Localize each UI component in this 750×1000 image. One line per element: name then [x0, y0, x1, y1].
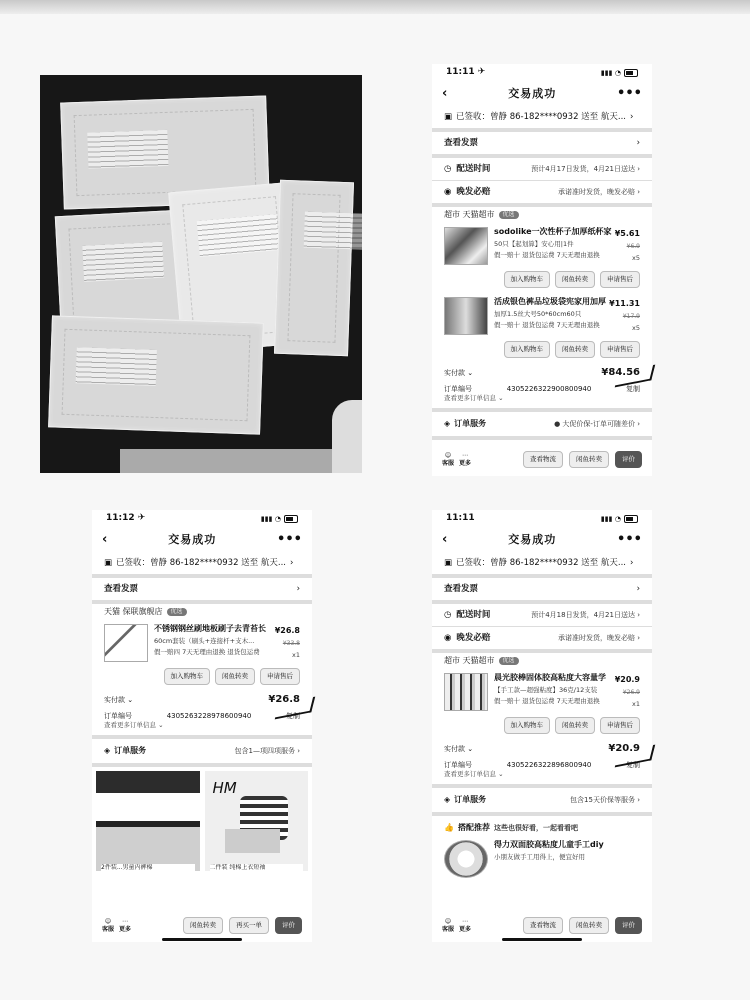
back-icon[interactable]: ‹ — [102, 531, 108, 547]
more-order-info[interactable]: 查看更多订单信息 ⌄ — [432, 393, 652, 412]
after-sale-button[interactable]: 申请售后 — [600, 271, 640, 288]
shield-icon: ◉ — [444, 186, 452, 197]
invoice-row[interactable] — [92, 578, 312, 604]
status-bar — [92, 510, 312, 528]
customer-service-icon[interactable]: ☺ 客服 — [102, 917, 115, 933]
calendar-icon: ▣ — [104, 557, 113, 568]
recommendation-caption: 二件装 纯棉上衣短袖 — [210, 864, 304, 872]
order-screenshot-3 — [432, 510, 652, 942]
recommendation-image[interactable] — [96, 771, 200, 871]
navigation-bar — [432, 528, 652, 552]
receipt-text: 已签收：曾静 86-182****0932 送至 航天... — [456, 557, 626, 568]
order-service-row[interactable] — [432, 788, 652, 816]
product-service: 假一赔十 退货包运费 7天无理由退换 — [494, 321, 600, 330]
order-number: 4305226322896800940 — [506, 760, 592, 769]
invoice-label: 查看发票 — [444, 137, 479, 148]
recommended-subtitle: 小朋友做手工用得上，便宜好用 — [494, 853, 585, 862]
order-service-row[interactable] — [432, 412, 652, 440]
product-item[interactable] — [92, 620, 312, 666]
order-service-detail: 包含1—项四项服务 — [234, 747, 295, 755]
product-item[interactable] — [432, 223, 652, 269]
page-title: 交易成功 — [508, 533, 557, 547]
order-number-label: 订单编号 — [444, 384, 472, 393]
order-service-label: 订单服务 — [454, 419, 487, 429]
add-cart-button[interactable]: 加入购物车 — [164, 668, 211, 685]
product-item[interactable] — [432, 669, 652, 715]
invoice-label: 查看发票 — [104, 583, 139, 594]
product-price: ¥26.8 — [274, 626, 300, 635]
invoice-label: 查看发票 — [444, 583, 479, 594]
product-price-block — [615, 675, 640, 708]
more-options-icon[interactable]: ⋯ 更多 — [459, 451, 472, 467]
product-actions — [432, 269, 652, 293]
delivery-detail: 预计4月18日发货，4月21日送达 — [531, 610, 635, 619]
more-icon[interactable]: ••• — [617, 85, 642, 101]
delivery-label: 配送时间 — [456, 609, 491, 620]
after-sale-button[interactable]: 申请售后 — [600, 341, 640, 358]
product-image — [444, 673, 488, 711]
clock-icon: ◷ — [444, 163, 452, 174]
product-quantity: x1 — [632, 699, 640, 708]
store-badge: 优选 — [499, 657, 519, 665]
paid-value: ¥26.8 — [268, 694, 300, 705]
more-options-icon[interactable]: ⋯ 更多 — [459, 917, 472, 933]
status-icons: ▮▮▮ ◔ — [601, 515, 638, 524]
after-sale-button[interactable]: 申请售后 — [260, 668, 300, 685]
buy-again-button[interactable]: 再买一单 — [229, 917, 269, 934]
resell-button[interactable]: 闲鱼转卖 — [569, 917, 609, 934]
receipt-text: 已签收：曾静 86-182****0932 送至 航天... — [116, 557, 286, 568]
chevron-right-icon: › — [296, 583, 300, 594]
chevron-right-icon: › — [629, 557, 634, 568]
order-number: 4305263228978600940 — [166, 711, 252, 720]
resell-button[interactable]: 闲鱼转卖 — [183, 917, 223, 934]
product-item[interactable] — [432, 293, 652, 339]
status-time: 11:11 — [446, 513, 475, 524]
status-icons: ▮▮▮ ◔ — [601, 69, 638, 78]
product-original-price: ¥33.8 — [282, 640, 300, 647]
order-number: 4305226322900800940 — [506, 384, 592, 393]
product-title: 不锈钢钢丝刷地板刷子去青苔长 — [154, 624, 266, 633]
delivery-detail: 预计4月17日发货，4月21日送达 — [531, 164, 635, 173]
product-image — [444, 297, 488, 335]
product-spec: 加厚1.5丝大号50*60cm60只 — [494, 310, 582, 318]
order-number-label: 订单编号 — [444, 760, 472, 769]
shield-check-icon: ◈ — [104, 746, 111, 756]
product-price: ¥20.9 — [614, 675, 640, 684]
product-actions — [432, 715, 652, 739]
customer-service-icon[interactable]: ☺ 客服 — [442, 451, 455, 467]
product-quantity: x1 — [292, 650, 300, 659]
customer-service-icon[interactable]: ☺ 客服 — [442, 917, 455, 933]
paid-value: ¥20.9 — [608, 743, 640, 754]
chevron-right-icon: › — [636, 137, 640, 148]
recommendation-gallery — [92, 767, 312, 871]
order-screenshot-1 — [432, 64, 652, 476]
product-original-price: ¥26.9 — [622, 689, 640, 696]
delivery-label: 配送时间 — [456, 163, 491, 174]
back-icon[interactable]: ‹ — [442, 85, 448, 101]
store-header[interactable] — [432, 207, 652, 223]
chevron-right-icon: › — [629, 111, 634, 122]
late-guarantee-detail: 承诺准时发货，晚发必赔 — [557, 633, 635, 642]
late-guarantee-row[interactable] — [432, 181, 652, 207]
product-title: 晨光胶棒固体胶高粘度大容量学 — [494, 673, 606, 682]
chevron-right-icon: › — [637, 164, 640, 173]
status-time: 11:12 ✈ — [106, 513, 146, 524]
product-image — [104, 624, 148, 662]
paid-label: 实付款 ⌄ — [104, 695, 134, 704]
status-bar — [432, 510, 652, 528]
bottom-action-bar — [92, 917, 312, 934]
store-name: 超市 天猫超市 — [444, 656, 495, 665]
after-sale-button[interactable]: 申请售后 — [600, 717, 640, 734]
product-actions — [92, 666, 312, 690]
receipt-status[interactable] — [432, 552, 652, 578]
order-service-detail: ● 大促价保-订单可随差价 — [554, 420, 635, 428]
add-cart-button[interactable]: 加入购物车 — [504, 341, 551, 358]
copy-button[interactable]: 复制 — [286, 711, 300, 720]
product-service: 假一赔十 退货包运费 7天无理由退换 — [494, 697, 600, 706]
more-order-info[interactable]: 查看更多订单信息 ⌄ — [92, 720, 312, 739]
recommend-label: 搭配推荐 — [457, 823, 490, 833]
delivery-row[interactable] — [432, 158, 652, 181]
product-price-block — [609, 299, 640, 332]
invoice-row[interactable] — [432, 578, 652, 604]
review-button[interactable]: 评价 — [615, 917, 642, 934]
late-guarantee-row[interactable] — [432, 627, 652, 653]
product-service: 假一赔十 退货包运费 7天无理由退换 — [494, 251, 600, 260]
product-price-block — [615, 229, 640, 262]
more-order-info[interactable]: 查看更多订单信息 ⌄ — [432, 769, 652, 788]
view-logistics-button[interactable]: 查看物流 — [523, 917, 563, 934]
resell-button[interactable]: 闲鱼转卖 — [555, 717, 595, 734]
product-title: sodolike一次性杯子加厚纸杯家 — [494, 227, 612, 236]
battery-icon — [624, 69, 638, 77]
home-indicator — [502, 938, 582, 941]
thumb-up-icon: 👍 — [444, 823, 454, 833]
resell-button[interactable]: 闲鱼转卖 — [555, 341, 595, 358]
resell-button[interactable]: 闲鱼转卖 — [569, 451, 609, 468]
battery-icon — [284, 515, 298, 523]
recommendation-caption: 2件装...男童内裤棉 — [101, 864, 195, 872]
chevron-right-icon: › — [637, 420, 640, 428]
late-guarantee-label: 晚发必赔 — [456, 186, 491, 197]
recommend-header — [432, 816, 652, 840]
product-spec: 60cm套装（刷头+连接杆+支木... — [154, 637, 255, 645]
chevron-right-icon: › — [297, 747, 300, 755]
battery-icon — [624, 515, 638, 523]
calendar-icon: ▣ — [444, 111, 453, 122]
order-service-detail: 包含15天价保等服务 — [570, 796, 635, 804]
product-service: 假一赔四 7天无理由退换 退货包运费 — [154, 648, 260, 657]
product-quantity: x5 — [632, 323, 640, 332]
copy-button[interactable]: 复制 — [626, 760, 640, 769]
store-badge: 优选 — [167, 608, 187, 616]
product-spec: 50只【起划算】安心用|1件 — [494, 240, 574, 248]
product-title: 活成银色裤品垃圾袋宪家用加厚 — [494, 297, 606, 306]
clock-icon: ◷ — [444, 609, 452, 620]
more-options-icon[interactable]: ⋯ 更多 — [119, 917, 132, 933]
receipt-text: 已签收：曾静 86-182****0932 送至 航天... — [456, 111, 626, 122]
order-service-label: 订单服务 — [114, 746, 147, 756]
recommended-title: 得力双面胶高粘度儿童手工diy — [494, 840, 604, 850]
back-icon[interactable]: ‹ — [442, 531, 448, 547]
order-screenshot-2 — [92, 510, 312, 942]
page-title: 交易成功 — [508, 87, 557, 101]
store-name: 天猫 保联旗舰店 — [104, 607, 163, 616]
bottom-action-bar — [432, 451, 652, 468]
calendar-icon: ▣ — [444, 557, 453, 568]
order-service-label: 订单服务 — [454, 795, 487, 805]
product-original-price: ¥6.9 — [626, 243, 640, 250]
scan-edge — [0, 0, 750, 14]
recommended-product[interactable] — [432, 840, 652, 882]
recommend-detail: 这些也很好看，一起看看吧 — [493, 824, 578, 832]
chevron-right-icon: › — [636, 583, 640, 594]
review-button[interactable]: 评价 — [275, 917, 302, 934]
add-cart-button[interactable]: 加入购物车 — [504, 271, 551, 288]
page-title: 交易成功 — [168, 533, 217, 547]
shield-check-icon: ◈ — [444, 419, 451, 429]
resell-button[interactable]: 闲鱼转卖 — [555, 271, 595, 288]
late-guarantee-detail: 承诺准时发货，晚发必赔 — [557, 187, 635, 196]
chevron-right-icon: › — [637, 633, 640, 642]
paid-label: 实付款 ⌄ — [444, 368, 474, 377]
product-quantity: x5 — [632, 253, 640, 262]
store-header[interactable] — [432, 653, 652, 669]
chevron-right-icon: › — [289, 557, 294, 568]
product-original-price: ¥17.9 — [622, 313, 640, 320]
store-name: 超市 天猫超市 — [444, 210, 495, 219]
late-guarantee-label: 晚发必赔 — [456, 632, 491, 643]
delivery-row[interactable] — [432, 604, 652, 627]
chevron-right-icon: › — [637, 610, 640, 619]
more-icon[interactable]: ••• — [617, 531, 642, 547]
more-icon[interactable]: ••• — [277, 531, 302, 547]
paid-label: 实付款 ⌄ — [444, 744, 474, 753]
product-actions — [432, 339, 652, 363]
home-indicator — [162, 938, 242, 941]
shield-icon: ◉ — [444, 632, 452, 643]
order-service-row[interactable] — [92, 739, 312, 767]
status-bar — [432, 64, 652, 82]
store-badge: 优选 — [499, 211, 519, 219]
chevron-right-icon: › — [637, 187, 640, 196]
navigation-bar — [92, 528, 312, 552]
brand-logo: HM — [212, 779, 237, 798]
product-spec: 【手工款—超强粘度】36克/12支装 — [494, 686, 598, 694]
copy-button[interactable]: 复制 — [626, 384, 640, 393]
receipt-status[interactable] — [92, 552, 312, 578]
status-time: 11:11 ✈ — [446, 67, 486, 78]
bottom-action-bar — [432, 917, 652, 934]
product-image — [444, 227, 488, 265]
recommendation-image[interactable] — [205, 771, 309, 871]
status-icons: ▮▮▮ ◔ — [261, 515, 298, 524]
paid-value: ¥84.56 — [601, 367, 640, 378]
review-button[interactable]: 评价 — [615, 451, 642, 468]
product-price-block — [275, 626, 300, 659]
navigation-bar — [432, 82, 652, 106]
chevron-right-icon: › — [637, 796, 640, 804]
view-logistics-button[interactable]: 查看物流 — [523, 451, 563, 468]
receipt-status[interactable] — [432, 106, 652, 132]
product-price: ¥5.61 — [614, 229, 640, 238]
resell-button[interactable]: 闲鱼转卖 — [215, 668, 255, 685]
add-cart-button[interactable]: 加入购物车 — [504, 717, 551, 734]
invoice-row[interactable] — [432, 132, 652, 158]
package-photo — [40, 75, 362, 473]
product-price: ¥11.31 — [609, 299, 640, 308]
order-number-label: 订单编号 — [104, 711, 132, 720]
store-header[interactable] — [92, 604, 312, 620]
shield-check-icon: ◈ — [444, 795, 451, 805]
tape-image — [444, 840, 488, 878]
